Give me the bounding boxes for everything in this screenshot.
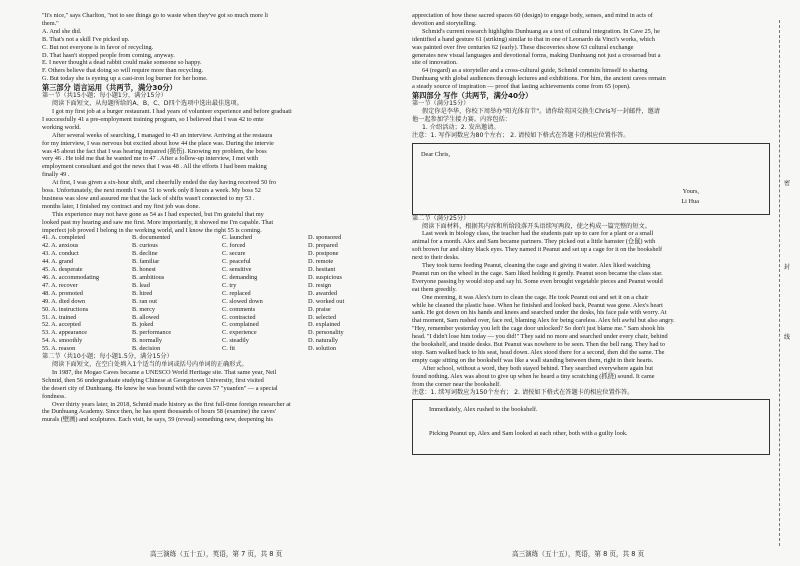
option: 52. A. accepted [42, 321, 81, 329]
option: B. honest [132, 266, 156, 274]
option: C. comments [222, 305, 256, 313]
right-page [412, 12, 770, 455]
text-line: I successfully 41 a pre-employment training program, so I believed that I was 42 to ente [42, 115, 264, 123]
text-line: They took turns feeding Peanut, cleaning the cage and giving it water. Alex liked watching [422, 262, 651, 270]
option: 47. A. recover [42, 281, 78, 289]
text-line: the desert city of Dunhuang. He knew he was bound with the caves 57 "yuanfen" — a special [42, 384, 278, 392]
section2-title: 第二节（共10小题；每小题1.5分，满分15分） [42, 353, 173, 361]
option: B. decline [132, 250, 158, 258]
continuation-answer-box [412, 399, 770, 455]
text-line: them." [42, 19, 59, 27]
option: D. remote [308, 258, 334, 266]
option: B. performance [132, 329, 172, 337]
letter-answer-box [412, 143, 770, 215]
option-line: G. But today she is eyeing up a cast-iron log burner for her home. [42, 75, 208, 83]
letter-signature: Li Hua [681, 197, 699, 205]
option: B. ambitious [132, 274, 165, 281]
text-line: working world. [42, 123, 81, 131]
text-line: fondness. [42, 392, 66, 400]
option: D. personality [308, 329, 344, 337]
text-line: months later, I finished my contract and my first job was done. [42, 202, 201, 210]
option: C. forced [222, 242, 246, 250]
letter-closing: Yours, [682, 187, 699, 195]
section1-instructions: 阅读下面短文，从每题所给的A、B、C、D四个选项中选出最佳选项。 [52, 100, 243, 108]
text-line: site of innovation. [412, 59, 458, 67]
option: B. familiar [132, 258, 160, 266]
option: C. try [222, 281, 237, 289]
option: C. slowed down [222, 297, 263, 305]
option: 43. A. conduct [42, 250, 79, 258]
cloze-options-grid [42, 234, 390, 353]
text-line: generates new visual languages and devotional forms, making Dunhuang not just a crossroad but a [412, 51, 661, 59]
option: C. steadily [222, 337, 249, 345]
text-line: Everyone passing by would stop and say hi. Some even brought vegetable pieces and Peanut would [412, 277, 663, 285]
grammar-passage [42, 369, 390, 424]
option: D. prepared [308, 242, 338, 250]
option: D. worked out [308, 297, 345, 305]
option: B. joked [132, 321, 154, 329]
text-line: Schmid, then 56 undergraduate studying Chinese at Georgetown University, first visited [42, 376, 264, 384]
text-line: One morning, it was Alex's turn to clean the cage. He took Peanut out and set it on a chair [422, 293, 649, 301]
text-line: that moment, Sam rushed over, face red, blaming Alex for being careless. Alex felt awful but also angry. [412, 317, 675, 325]
option: B. ran out [132, 297, 158, 305]
option-line: B. That's not a skill I've picked up. [42, 35, 130, 43]
text-line: stop. Sam walked back to his seat, head down. Alex stood there for a second, then did the same. The [412, 349, 665, 356]
option: D. explained [308, 321, 341, 329]
option: 46. A. accommodating [42, 274, 100, 281]
text-line: head. "I didn't lose him today — you did!" They said no more and searched under every chair, behind [412, 333, 668, 341]
option: D. sponsored [308, 234, 342, 242]
paragraph-starter-1: Immediately, Alex rushed to the bookshelf. [429, 406, 538, 414]
page-footer-right: 高三演练（五十五），英语，第 8 页，共 8 页 [512, 550, 645, 558]
text-line: murals (壁画) and sculptures. Each visit, he says, 59 (reveal) something new, deepening his [42, 416, 273, 424]
option: D. selected [308, 313, 336, 321]
text-line: "It's nice," says Charlton, "not to see things go to waste when they've got so much more li [42, 12, 268, 19]
left-page [42, 12, 390, 424]
writing1-instructions: 1. 介绍活动；2. 发出邀请。 [422, 123, 500, 131]
option-line: A. And she did. [42, 27, 82, 35]
text-line: finally 49 . [42, 171, 70, 179]
text-line: for my interview, I was nervous but excited about how 44 the place was. During the intervie [42, 139, 274, 147]
option: 41. A. completed [42, 234, 86, 242]
grammar-passage-continued [412, 12, 770, 91]
option: B. lead [132, 281, 150, 289]
section1-title: 第一节（共15小题；每小题1分，满分15分） [42, 92, 167, 100]
option: C. peaceful [222, 258, 251, 266]
text-line: imperfect job proved I belong in the working world, and I know the right 55 is coming. [42, 226, 262, 234]
text-line: from the corner near the bookshelf. [412, 380, 501, 388]
text-line: Over thirty years later, in 2018, Schmid made history as the first full-time foreign researcher at [52, 400, 291, 408]
option: 49. A. died down [42, 297, 86, 305]
option: C. complained [222, 321, 259, 329]
option: C. replaced [222, 289, 251, 297]
text-line: After school, without a word, they both stayed behind. They searched everywhere again but [422, 364, 654, 372]
reading-options [42, 12, 390, 83]
writing1-title: 第一节（满分15分） [412, 100, 470, 108]
option: B. documented [132, 234, 171, 242]
part4-title: 第四部分 写作（共两节，满分40分） [412, 91, 533, 101]
option: B. mercy [132, 305, 156, 313]
writing1-instructions: 他一起参加学生接力赛。内容包括： [412, 115, 511, 123]
option: D. naturally [308, 337, 339, 345]
option: 50. A. instructions [42, 305, 89, 313]
text-line: animal for a month. Alex and Sam became partners. They picked out a little hamster (仓鼠) with [412, 238, 656, 246]
text-line: 64 (regard) as a storyteller and a cross-cultural guide, Schmid commits himself to sharing [422, 67, 648, 75]
text-line: boss. Unfortunately, the next month I was 51 to work only 8 hours a week. My boss 52 [42, 187, 261, 195]
option: C. secure [222, 250, 246, 258]
part3-title: 第三部分 语言运用（共两节，满分30分） [42, 83, 177, 93]
option: D. postpone [308, 250, 339, 258]
option: 55. A. reason [42, 345, 76, 353]
option: 53. A. appearance [42, 329, 88, 337]
option: C. contracted [222, 313, 256, 321]
option: D. resign [308, 281, 332, 289]
option: 51. A. trained [42, 313, 77, 321]
option: D. solution [308, 345, 336, 353]
text-line: was painted over five centuries 62 (early). These discoveries show 63 cultural exchange [412, 43, 634, 51]
text-line: business was slow and assured me that the lack of shifts wasn't connected to my 53 . [42, 194, 255, 202]
binding-line [779, 20, 780, 546]
text-line: devotion and storytelling. [412, 19, 477, 27]
story-passage [412, 230, 770, 388]
option-line: E. I never thought a dead rabbit could make someone so happy. [42, 59, 202, 67]
text-line: found nothing. Alex was about to give up when he heard a tiny scratching (抓挠) sound. It came [412, 372, 655, 380]
text-line: was 45 about the fact that I was hearing impaired (损伤). Knowing my problem, the boss [42, 147, 267, 155]
option: C. fit [222, 345, 235, 353]
text-line: Schmid's current research highlights Dunhuang as a text of cultural integration. In Cave 25, he [422, 27, 660, 35]
text-line: Peanut run on the wheel in the cage. Sam liked holding it gently. Peanut soon became the class star. [412, 269, 663, 277]
option: 44. A. grand [42, 258, 74, 266]
seal-mark: 线 [783, 334, 790, 341]
text-line: a steady source of inspiration — proof that lasting achievements come from 65 (open). [412, 83, 631, 91]
option: D. awarded [308, 289, 338, 297]
option: 54. A. smoothly [42, 337, 83, 345]
option-line: F. Others believe that doing so will require more than recycling. [42, 67, 204, 75]
option: B. allowed [132, 313, 160, 321]
text-line: In 1987, the Mogao Caves became a UNESCO World Heritage site. That same year, Neil [52, 368, 277, 376]
option: B. curious [132, 242, 158, 250]
writing2-instructions: 阅读下面材料，根据其内容和所给段落开头语续写两段，使之构成一篇完整的短文。 [422, 222, 651, 230]
text-line: while he cleaned the plastic base. When he finished and looked back, Peanut was gone. Alex's heart [412, 301, 663, 309]
text-line: At first, I was given a six-hour shift, and cheerfully ended the day having received 50 fro [52, 179, 277, 187]
option: B. decision [132, 345, 161, 353]
text-line: This experience may not have gone as 54 as I had expected, but I'm grateful that my [52, 210, 264, 218]
text-line: appreciation of how these sacred spaces 60 (design) to engage body, senses, and mind in acts of [412, 12, 653, 19]
text-line: Last week in biology class, the teacher had the students pair up to care for a plant or a small [422, 230, 654, 238]
option-line: D. That hasn't stopped people from coming, anyway. [42, 51, 175, 59]
option: B. hired [132, 289, 153, 297]
text-line: the Dunhuang Academy. Since then, he has spent thousands of hours 58 (examine) the caves' [42, 408, 276, 416]
text-line: looked past my hearing and saw me first. More importantly, it showed me I'm capable. That [42, 218, 274, 226]
option: 48. A. promoted [42, 289, 83, 297]
text-line: "Hey, remember yesterday you left the cage door unlocked? So don't just blame me." Sam shook his [412, 325, 665, 333]
writing2-title: 第二节（满分25分） [412, 214, 470, 222]
text-line: Dunhuang with global audiences through lectures and exhibitions. For him, the ancient caves remain [412, 75, 666, 83]
text-line: identified a hand gesture 61 (striking) similar to that in one of Leonardo da Vinci's works, which [412, 35, 655, 43]
option: C. launched [222, 234, 253, 242]
text-line: empty cage sitting on the bookshelf was like a wall standing between them, right in their hearts. [412, 356, 654, 364]
option: D. praise [308, 305, 331, 313]
option: D. suspicious [308, 274, 342, 281]
text-line: very 46 . He told me that he wanted me to 47 . After a follow-up interview, I met with [42, 155, 259, 163]
cloze-passage [42, 108, 390, 235]
text-line: I got my first job at a burger restaurant. I had years of volunteer experience and before graduati [52, 107, 292, 115]
option: 45. A. desperate [42, 266, 83, 274]
writing1-instructions: 假定你是李华，你校下周举办"阳光体育节"。请你给英国交换生Chris写一封邮件，邀请 [422, 107, 660, 115]
writing2-note: 注意：1. 续写词数应为150个左右； 2. 请按如下格式在答题卡的相应位置作答。 [412, 388, 634, 396]
text-line: employment consultant and got the news that I was 48 . All the efforts I had been making [42, 163, 267, 171]
option-line: C. But not everyone is in favor of recycling. [42, 43, 154, 51]
section2-instructions: 阅读下面短文，在空白处填入1个适当的单词或括号内单词的正确形式。 [52, 360, 248, 368]
option: C. experience [222, 329, 257, 337]
option: D. hesitant [308, 266, 336, 274]
writing1-note: 注意：1. 写作词数应为80个左右； 2. 请按如下格式在答题卡的相应位置作答。 [412, 131, 630, 139]
letter-salutation: Dear Chris, [421, 150, 451, 158]
text-line: eat them greedily. [412, 285, 457, 293]
text-line: the bookshelf, and inside desks. But Peanut was nowhere to be seen. Then the bell rang. They had to [412, 341, 665, 349]
seal-mark: 封 [783, 264, 790, 271]
option: 42. A. anxious [42, 242, 79, 250]
text-line: sank. He got down on his hands and knees and searched under the desks, his face pale with worry. At [412, 309, 667, 317]
seal-mark: 密 [783, 180, 790, 187]
page-footer-left: 高三演练（五十五），英语，第 7 页，共 8 页 [150, 550, 283, 558]
paragraph-starter-2: Picking Peanut up, Alex and Sam looked at each other, both with a guilty look. [429, 430, 628, 438]
text-line: soft brown fur and shiny black eyes. They named it Peanut and set up a cage for it on the bookshelf [412, 246, 663, 254]
text-line: next to their desks. [412, 254, 460, 262]
option: B. normally [132, 337, 163, 345]
option: C. demanding [222, 274, 258, 281]
option: C. sensitive [222, 266, 252, 274]
text-line: After several weeks of searching, I managed to 43 an interview. Arriving at the restaura [52, 131, 273, 139]
